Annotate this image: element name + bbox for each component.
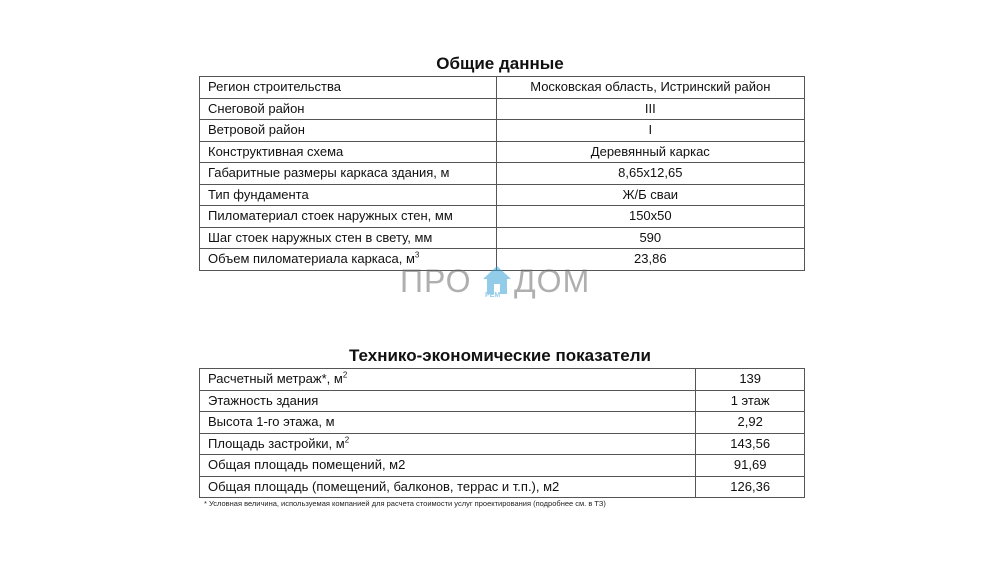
row-value-floors: 1 этаж [696,390,805,412]
row-value-snow-district: III [496,98,804,120]
row-value-lumber: 150х50 [496,206,804,228]
table-row [200,98,805,120]
row-value-stud-spacing: 590 [496,227,804,249]
prodom-logo [400,262,600,304]
row-value-region: Московская область, Истринский район [496,77,804,99]
row-label-text: Площадь застройки, м [208,435,345,451]
row-value-calc-area: 139 [696,369,805,391]
row-value-lumber-volume: 23,86 [496,249,804,271]
table-row [200,206,805,228]
table-row [200,227,805,249]
table-row [200,412,805,434]
row-label-floor-height: Высота 1-го этажа, м [200,412,696,434]
table-row [200,163,805,185]
superscript: 2 [342,370,348,380]
table-row [200,390,805,412]
row-label-calc-area [200,369,696,391]
row-value-total-area: 126,36 [696,476,805,498]
footnote: * Условная величина, используемая компанией для расчета стоимости услуг проектирования (подробнее см. в ТЗ) [204,499,606,508]
row-label-dimensions: Габаритные размеры каркаса здания, м [200,163,497,185]
table-row [200,184,805,206]
row-label-total-area: Общая площадь (помещений, балконов, террас и т.п.), м2 [200,476,696,498]
table-row [200,120,805,142]
row-value-rooms-area: 91,69 [696,455,805,477]
general-data-table [199,76,805,271]
table-row [200,476,805,498]
superscript: 3 [414,250,420,260]
row-value-wind-district: I [496,120,804,142]
row-label-stud-spacing: Шаг стоек наружных стен в свету, мм [200,227,497,249]
row-value-building-area: 143,56 [696,433,805,455]
row-value-structure: Деревянный каркас [496,141,804,163]
row-value-floor-height: 2,92 [696,412,805,434]
table-row [200,141,805,163]
tech-indicators-table [199,368,805,498]
table-row [200,77,805,99]
row-label-region: Регион строительства [200,77,497,99]
table-row [200,455,805,477]
row-label-snow-district: Снеговой район [200,98,497,120]
row-label-lumber: Пиломатериал стоек наружных стен, мм [200,206,497,228]
table-row [200,369,805,391]
superscript: 2 [344,435,350,445]
row-label-building-area [200,433,696,455]
row-label-foundation: Тип фундамента [200,184,497,206]
logo-word-left: ПРО [400,263,472,299]
general-data-title: Общие данные [436,54,564,73]
logo-sub: РЕМ [485,292,501,299]
row-label-wind-district: Ветровой район [200,120,497,142]
row-label-text: Объем пиломатериала каркаса, м [208,251,415,267]
row-value-dimensions: 8,65х12,65 [496,163,804,185]
row-value-foundation: Ж/Б сваи [496,184,804,206]
row-label-floors: Этажность здания [200,390,696,412]
row-label-rooms-area: Общая площадь помещений, м2 [200,455,696,477]
tech-indicators-title: Технико-экономические показатели [348,346,651,365]
row-label-text: Расчетный метраж*, м [208,371,343,387]
logo-word-right: ДОМ [514,263,591,299]
table-row [200,433,805,455]
row-label-structure: Конструктивная схема [200,141,497,163]
